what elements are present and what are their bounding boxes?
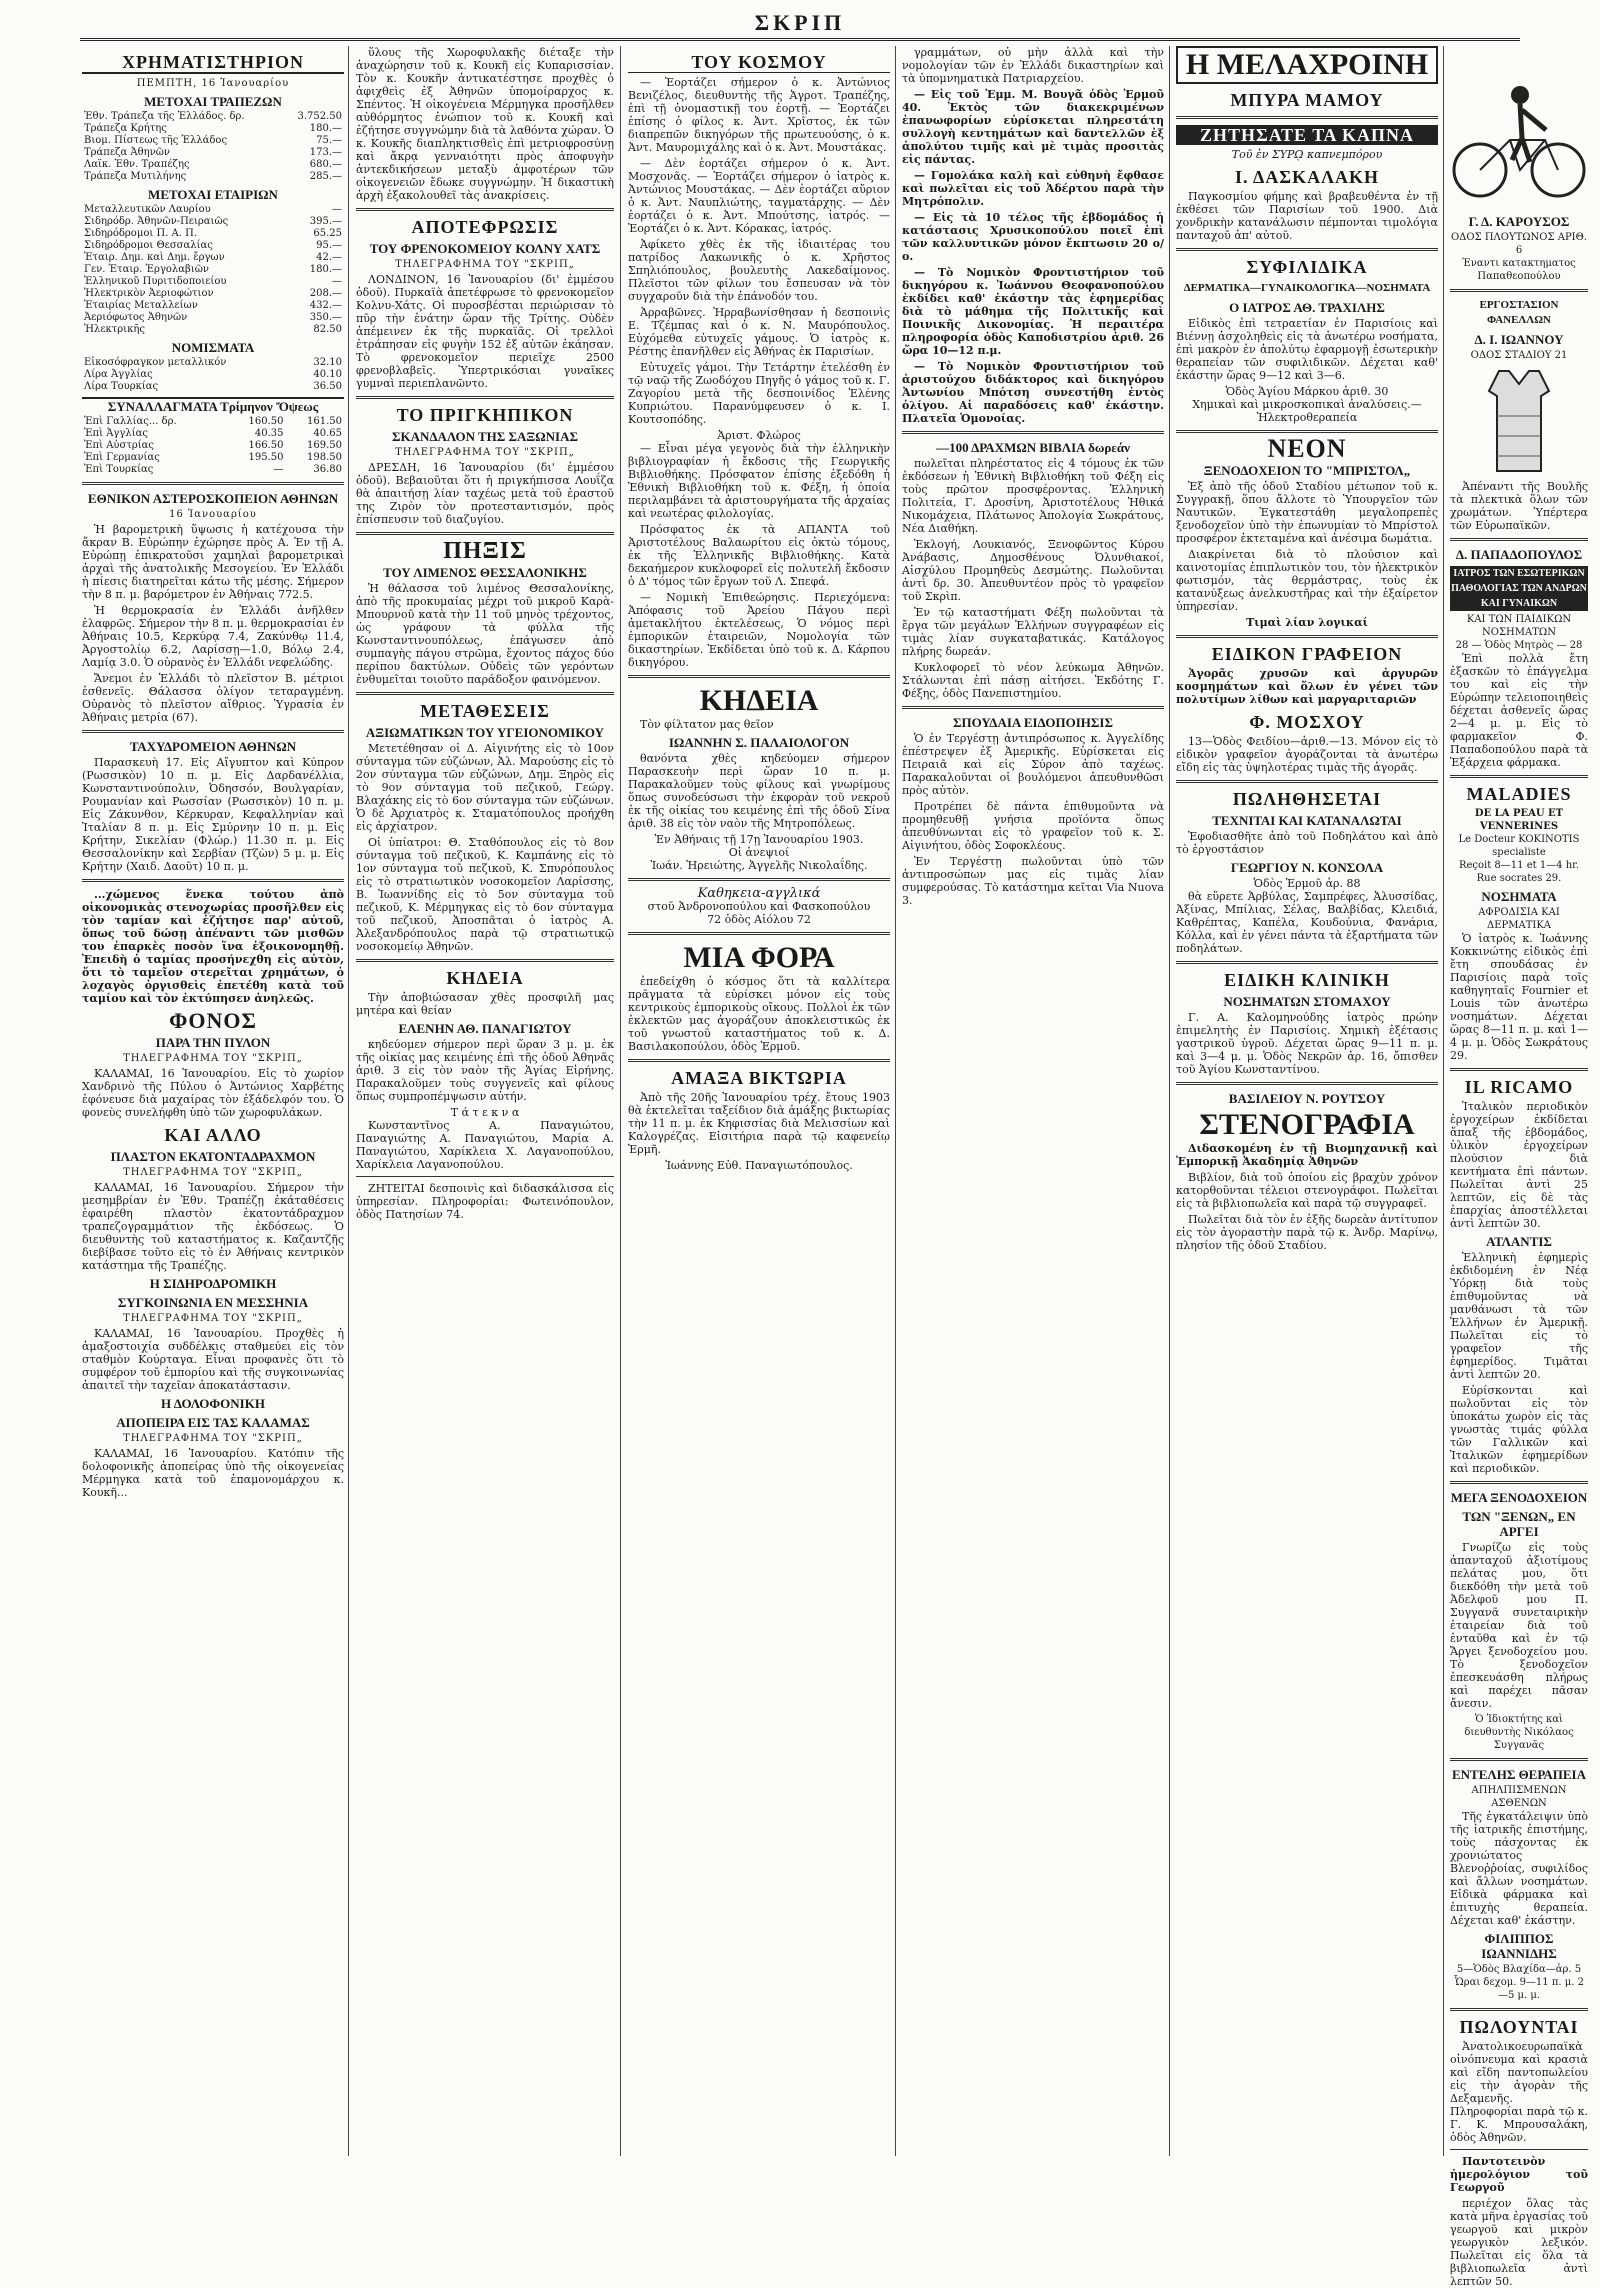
table-row: Σιδηρόδρομοι Π. Α. Π. 65.25 [84, 228, 342, 239]
telegram-label: ΤΗΛΕΓΡΑΦΗΜΑ ΤΟΥ "ΣΚΡΙΠ„ [395, 259, 575, 270]
article-text: — Γομολάκα καλὴ καὶ εὐθηνὴ ἔφθασε καὶ πωλεῖται εἰς τοῦ Ἀδέρτου παρὰ τὴν Μητρόπολιν. [902, 169, 1164, 208]
ad-line: ΟΔΟΣ ΠΛΟΥΤΩΝΟΣ ΑΡΙΘ. 6 [1450, 232, 1588, 256]
subheadline: ΠΛΑΣΤΟΝ ΕΚΑΤΟΝΤΑΔΡΑΧΜΟΝ [110, 1149, 316, 1164]
ad-title: ΕΙΔΙΚΗ ΚΛΙΝΙΚΗ [1224, 970, 1390, 990]
article-text: Ἐκλογή, Λουκιανός, Ξενοφῶντος Κύρου Ἀνάβασις, Δημοσθένους Ὀλυνθιακοί, Αἰσχύλου Προμηθεὺς Δεσμώτης. Πωλοῦνται ἀντὶ δρ. 30. Ἀπευθυντέον πρὸς τὸ γραφεῖον τοῦ Σκρὶπ. [902, 538, 1164, 603]
ad-subtitle: ΤΩΝ "ΞΕΝΩΝ„ ΕΝ ΑΡΓΕΙ [1462, 1509, 1576, 1539]
subheadline: ΑΞΙΩΜΑΤΙΚΩΝ ΤΟΥ ΥΓΕΙΟΝΟΜΙΚΟΥ [365, 725, 605, 740]
bicycle-icon [1450, 50, 1588, 210]
article-text: περιέχον ὅλας τὰς κατὰ μῆνα ἐργασίας τοῦ γεωργοῦ καὶ μικρὸν γεωργικὸν λεξικόν. Πωλεῖται εἰς ὅλα τὰ βιβλιοπωλεῖα ἀντὶ λεπτῶν 50. [1450, 2197, 1588, 2288]
article-text: γραμμάτων, οὐ μὴν ἀλλὰ καὶ τὴν νομολογίαν τῶν ἐν Ἑλλάδι δικαστηρίων καὶ τὰ ὑπομνηματικὰ Πατριαρχείου. [902, 46, 1164, 85]
article-text: Κωνσταντῖνος Α. Παναγιώτου, Παναγιώτης Α. Παναγιώτου, Μαρία Α. Παναγιώτου, Χαρίκλεια Χ. Λαγανοπούλου, Χαρίκλεια Λαγανοπούλου. [356, 1119, 614, 1171]
headline: ΤΟΥ ΚΟΣΜΟΥ [628, 52, 890, 73]
ad-title: ΠΩΛΟΥΝΤΑΙ [1459, 2017, 1579, 2037]
ad-line: Ὧραι δεχομ. 9—11 π. μ. 2—5 μ. μ. [1454, 1977, 1584, 2001]
table-row: Γεν. Ἐταιρ. Ἐργολαβιῶν 180.— [84, 264, 342, 275]
table-row: Σιδηρόδρομοι Θεσσαλίας 95.— [84, 240, 342, 251]
ad-line: Ὁδὸς Ἁγίου Μάρκου ἀριθ. 30 [1225, 385, 1389, 398]
ad-line: Καθηκεια-αγγλικά [697, 886, 821, 901]
ad-line: Ὁδὸς Ἑρμοῦ ἀρ. 88 [1253, 877, 1361, 890]
headline: Η ΔΟΛΟΦΟΝΙΚΗ [161, 1396, 265, 1411]
banks-table [82, 111, 344, 183]
ad-title: —100 ΔΡΑΧΜΩΝ ΒΙΒΛΙΑ δωρεάν [936, 440, 1130, 455]
article-text: ...χώμενος ἕνεκα τούτου ἀπὸ οἰκονομικὰς στενοχωρίας προσῆλθεν εἰς τὸν ταμίαν καὶ ἐζήτησε παρ' αὐτοῦ, ὅπως τοῦ δώσῃ ἀπέναντι τῶν μισθῶν του ἐπαρκὲς ποσὸν ἵνα ἐξοικονομηθῇ. Ἐπειδὴ ὁ ταμίας προσήνεχθη εἰς αὐτὸν, ὅτι τὸ ταμεῖον στερεῖται χρημάτων, ὁ λοχαγὸς ὀργισθεὶς ἐπετέθη κατὰ τοῦ ταμίου καὶ τὸν ἐκτύπησεν ἀνηλεῶς. [82, 888, 344, 1005]
article-text: Εἰδικὸς ἐπὶ τετραετίαν ἐν Παρισίοις καὶ Βιέννῃ ἀσχοληθεὶς εἰς τὰ ἀνωτέρω νοσήματα, ἐπὶ μακρὸν ἐν ἀπολύτῳ ἐφαρμογῇ ἐσωτερικὴν θεραπείαν τῶν συφιλιδικῶν. Δέχεται καθ' ἑκάστην ὥρας 9—12 καὶ 3—6. [1176, 317, 1438, 382]
ad-name: Δ. ΠΑΠΑΔΟΠΟΥΛΟΣ [1455, 547, 1583, 562]
ad-title: ΑΤΛΑΝΤΙΣ [1486, 1234, 1552, 1249]
article-text: Διακρίνεται διὰ τὸ πλούσιον καὶ καινοτομίας ἐπιπλωτικὸν του, τὸν ἠλεκτρικὸν φωτισμόν, τὰς θερμάστρας, τοὺς ἐκ κατανύξεως ἀνελκυστῆρας καὶ τὴν ἐξαίρετον ὑπηρεσίαν. [1176, 548, 1438, 613]
ad-title: ΣΥΦΙΛΙΔΙΚΑ [1246, 257, 1368, 277]
ad-subtitle: ΑΦΡΟΔΙΣΙΑ ΚΑΙ ΔΕΡΜΑΤΙΚΑ [1478, 907, 1560, 931]
currency-table [82, 357, 344, 393]
article-text: Τὸν φίλτατον μας θεῖον [640, 718, 774, 731]
table-row: Σιδηρόδρ. Ἀθηνῶν-Πειραιῶς 395.— [84, 216, 342, 227]
ad-title: ΜΙΑ ΦΟΡΑ [683, 941, 835, 974]
article-text: Ἐν Τεργέστῃ πωλοῦνται ὑπὸ τῶν ἀντιπροσώπων μας εἰς τιμὰς λίαν συμφερούσας. Τὸ κατάστημα κεῖται Via Nuova 3. [902, 855, 1164, 907]
ad-subtitle: ΜΠΥΡΑ ΜΑΜΟΥ [1230, 90, 1384, 110]
post-title: ΤΑΧΥΔΡΟΜΕΙΟΝ ΑΘΗΝΩΝ [129, 739, 297, 754]
article-text: Βιβλίον, διὰ τοῦ ὁποίου εἰς βραχὺν χρόνον κατορθοῦνται τέλειοι στενογράφοι. Πωλεῖται εἰς τὰ βιβλιοπωλεῖα καὶ παρὰ τῷ συγγραφεῖ. [1176, 1171, 1438, 1210]
article-text: — Τὸ Νομικὸν Φροντιστήριον τοῦ ἀριστούχου διδάκτορος καὶ δικηγόρου Ἀντωνίου Μπότση συνεστήθη ἐντὸς ὀλίγου. Αἱ παραδόσεις καθ' ἑκάστην. Πλατεῖα Ὁμονοίας. [902, 360, 1164, 425]
signature-names: Ἰωάν. Ἠρειώτης, Ἀγγελῆς Νικολαΐδης. [650, 859, 868, 872]
article-text: Ἀρραβῶνες. Ἠρραβωνίσθησαν ἡ δεσποινὶς Ε. Τζέμπας καὶ ὁ κ. Ν. Μαυρόπουλος. Εὐχόμεθα εὐτυχεῖς γάμους. Ὁ ἰατρὸς κ. Ρέστης ἐπανῆλθεν εἰς Ἀθήνας ἐκ Παρισίων. [628, 306, 890, 358]
column-rule [348, 46, 349, 2156]
ad-name: Φ. ΜΟΣΧΟΥ [1249, 712, 1365, 732]
ad-title: ΝΟΣΗΜΑΤΑ [1481, 889, 1557, 904]
table-row: Ἠλεκτρικὸν Ἀεριοφώτιον 208.— [84, 288, 342, 299]
ad-title: ΖΗΤΗΣΑΤΕ ΤΑ ΚΑΠΝΑ [1176, 125, 1438, 145]
headline: ΑΠΟΤΕΦΡΩΣΙΣ [411, 217, 559, 237]
article-text: Εὐτυχεῖς γάμοι. Τὴν Τετάρτην ἐτελέσθη ἐν τῷ ναῷ τῆς Ζωοδόχου Πηγῆς ὁ γάμος τοῦ κ. Γ. Ζαγορίου μετὰ τῆς δεσποινίδος Ἑλένης Κυπριώτου. Παρανύμφευσεν ὁ κ. Ι. Κουτσοπόδης. [628, 361, 890, 426]
subheadline: ΤΟΥ ΛΙΜΕΝΟΣ ΘΕΣΣΑΛΟΝΙΚΗΣ [383, 565, 587, 580]
ad-title: ΣΤΕΝΟΓΡΑΦΙΑ [1199, 1108, 1415, 1141]
article-text: ἐπεδείχθη ὁ κόσμος ὅτι τὰ καλλίτερα πρᾶγματα τὰ εὑρίσκει μόνον εἰς τοὺς κεντρικοὺς ἐμπορικοὺς οἴκους. Πολλοὶ ἐκ τῶν ἐκλεκτῶν μας ἀγοράζουν ἀποκλειστικῶς ἐκ τοῦ γνωστοῦ καταστήματος τοῦ κ. Δ. Βασιλακοπούλου, ὁδὸς Ἑρμοῦ. [628, 975, 890, 1053]
column-2 [356, 46, 614, 2156]
column-rule [1169, 46, 1170, 2156]
ad-subtitle: DE LA PEAU ET VENNERINES [1474, 808, 1564, 832]
ad-name: Ο ΙΑΤΡΟΣ ΑΘ. ΤΡΑΧΙΛΗΣ [1229, 300, 1385, 315]
ad-title: ΙΑΤΡΟΣ ΤΩΝ ΕΣΩΤΕΡΙΚΩΝ ΠΑΘΟΛΟΓΙΑΣ ΤΩΝ ΑΝΔΡΩΝ ΚΑΙ ΓΥΝΑΙΚΩΝ [1451, 568, 1587, 609]
article-text: Ὁ ἐν Τεργέστῃ ἀντιπρόσωπος κ. Ἀγγελίδης ἐπέστρεψεν ἐξ Ἀμερικῆς. Εὑρίσκεται εἰς Πειραιᾶ καὶ εἰς Σύρον ἀπὸ ταχέως. Παρακαλοῦνται οἱ βουλόμενοι ἀπευθυνθῶσι πρὸς αὐτὸν. [902, 732, 1164, 797]
signature: Ὁ Ἰδιοκτήτης καὶ διευθυντὴς Νικόλαος Συγγανᾶς [1464, 1714, 1574, 1751]
article-text: Ἀπὸ τῆς 20ῆς Ἰανουαρίου τρέχ. ἔτους 1903 θὰ ἐκτελεῖται ταξείδιον διὰ ἁμάξης βικτωρίας τὴν 11 π. μ. ἐκ Κηφισσίας διὰ Μελισσίων καὶ Καλογρέζας. Εἰσιτήρια παρὰ τῷ καφενείῳ Ἑρμῆ. [628, 1091, 890, 1156]
companies-table [82, 204, 344, 336]
article-text: — Εἰς τὰ 10 τέλος τῆς ἐβδομάδος ἡ κατάστασις Χρυσικοπούλου ποιεῖ ἐπὶ τῶν καλλυντικῶν μόνον ἔκπτωσιν 20 ο/ο. [902, 211, 1164, 263]
fx-title: ΣΥΝΑΛΛΑΓΜΑΤΑ Τρίμηνον Ὄψεως [82, 397, 344, 414]
ad-title: ΕΝΤΕΛΗΣ ΘΕΡΑΠΕΙΑ [1451, 1767, 1586, 1782]
article-text: θὰ εὕρετε Ἀρβύλας, Σαμπρέφες, Ἀλυσσίδας, Ἀξίνας, Μπίλιας, Σέλας, Βαλβίδας, Κλειδιά, Καθρέπτας, Καπέλα, Κουδούνια, Φανάρια, Κόλλα, καὶ ἐν γένει πάντα τὰ ἐξαρτήματα τῶν ποδηλάτων. [1176, 890, 1438, 955]
ad-line: Τοῦ ἐν ΣΥΡῼ καπνεμπόρου [1231, 148, 1383, 161]
article-text: κηδεύομεν σήμερον περὶ ὥραν 3 μ. μ. ἐκ τῆς οἰκίας μας κειμένης ἐπὶ τῆς ὁδοῦ Ἀθηνᾶς ἀριθ. 3 εἰς τὸν ναὸν τῆς Ἁγίας Εἰρήνης. Παρακαλοῦμεν τοὺς συγγενεῖς καὶ φίλους ὅπως συμπροπέμψωσιν αὐτήν. [356, 1038, 614, 1103]
ad-subtitle: ΞΕΝΟΔΟΧΕΙΟΝ ΤΟ "ΜΠΡΙΣΤΟΛ„ [1203, 463, 1411, 478]
column-4 [902, 46, 1164, 2156]
fx-table [82, 416, 344, 476]
deceased-name: ΙΩΑΝΝΗΝ Σ. ΠΑΛΑΙΟΛΟΓΟΝ [668, 735, 850, 750]
table-row: Λαϊκ. Ἐθν. Τραπέζης 680.— [84, 159, 342, 170]
table-row: Ἐπὶ Γερμανίας 195.50 198.50 [84, 452, 342, 463]
table-row: Ἠλεκτρικῆς 82.50 [84, 324, 342, 335]
ad-name: Δ. Ι. ΙΩΑΝΝΟΥ [1474, 332, 1564, 347]
telegram-label: ΤΗΛΕΓΡΑΦΗΜΑ ΤΟΥ "ΣΚΡΙΠ„ [123, 1167, 303, 1178]
observatory-date: 16 Ἰανουαρίου [169, 509, 257, 520]
column-rule [620, 46, 621, 2156]
table-row: Ἐπὶ Γαλλίας... δρ. 160.50 161.50 [84, 416, 342, 427]
ad-title: ΕΡΓΟΣΤΑΣΙΟΝ ΦΑΝΕΛΛΩΝ [1479, 299, 1559, 326]
ad-title: ΕΙΔΙΚΟΝ ΓΡΑΦΕΙΟΝ [1211, 644, 1403, 664]
signature: Οἱ ἀνεψιοί [728, 846, 790, 859]
signature: Ἀριστ. Φλώρος [717, 429, 801, 442]
table-row: Ἐπὶ Αὐστρίας 166.50 169.50 [84, 440, 342, 451]
article-text: Ἡ θάλασσα τοῦ λιμένος Θεσσαλονίκης, ἀπὸ τῆς προκυμαίας μέχρι τοῦ μικροῦ Καρὰ-Μπουρνοῦ κατὰ τὴν 11 τοῦ μηνὸς τρέχοντος, ὡς γράφουν τὰ φύλλα τῆς Κωνσταντινουπόλεως, ἐπάγωσεν ἀπὸ συμπαγὴς πάγου στρῶμα, ἔχοντος πάχος δύο περίπου δακτύλων. Οὐδεὶς τῶν γερόντων ἐνθυμεῖται τοιοῦτο παράδοξον φαινόμενον. [356, 582, 614, 686]
ad-title: ΠΩΛΗΘΗΣΕΤΑΙ [1232, 789, 1382, 809]
article-text: Ἑλληνικὴ ἐφημερὶς ἐκδιδομένη ἐν Νέᾳ Ὑόρκῃ διὰ τοὺς ἐπιθυμοῦντας νὰ μανθάνωσι τὰ τῶν Ἑλλήνων ἐν Ἀμερικῇ. Πωλεῖται εἰς τὸ γραφεῖον τῆς ἐφημερίδος. Τιμᾶται ἀντὶ λεπτῶν 20. [1450, 1251, 1588, 1381]
article-text: Παντοτεινὸν ἡμερολόγιον τοῦ Γεωργοῦ [1450, 2155, 1588, 2194]
article-text: ΛΟΝΔΙΝΟΝ, 16 Ἰανουαρίου (δι' ἐμμέσου ὁδοῦ). Πυρκαϊὰ ἀπετέφρωσε τὸ φρενοκομεῖον Κολνυ-Χάτς. Οἱ πυροσβέσται περιώρισαν τὸ πῦρ τὴν ἑνάτην ὥραν τῆς Τρίτης. Οὐδὲν ἀπέμεινεν ἐκ τῆς πυρκαϊᾶς. Οἱ τρελλοὶ ἐτράπησαν εἰς φυγὴν 152 ἐξ αὐτῶν ἐκάησαν. Τὸ φρενοκομεῖον περιεῖχε 2500 φρενοβλαβεῖς. Ὑπερτρικόσιαι γυναῖκες γυμναὶ περιεπλανῶντο. [356, 273, 614, 390]
masthead-title: ΣΚΡΙΠ [754, 10, 846, 35]
article-text: Γνωρίζω εἰς τοὺς ἀπανταχοῦ ἀξιοτίμους πελάτας μου, ὅτι διεκδόθη τὴν μετὰ τοῦ Ἀδελφοῦ μου Π. Συγγανᾶ συνεταιρικὴν ἑταιρείαν διὰ τοῦ ἐνταῦθα καὶ ἐν τῷ Ἄργει ξενοδοχείου μου. Τὸ ξενοδοχεῖον ἐπεσκευάσθη πλήρως καὶ παρέχει πᾶσαν ἄνεσιν. [1450, 1541, 1588, 1710]
ad-line: Τιμαὶ λίαν λογικαί [1246, 616, 1368, 629]
column-6 [1450, 46, 1588, 2288]
article-text: Προτρέπει δὲ πάντα ἐπιθυμοῦντα νὰ προμηθευθῇ γνήσια προϊόντα ὅπως ἀπευθύνωνται εἰς τὸ γραφεῖον τοῦ κ. Σ. Αἰγινήτου, ὁδὸς Σοφοκλέους. [902, 800, 1164, 852]
article-text: Γ. Α. Καλομηνούδης ἰατρὸς πρώην ἐπιμελητὴς ἐν Παρισίοις. Χημικὴ ἐξέτασις γαστρικοῦ ὑγροῦ. Δέχεται ὥρας 9—11 π. μ. καὶ 3—4 μ. μ. Ὁδὸς Νεκρῶν ἀρ. 16, ὄπισθεν τοῦ Ἁγίου Κωνσταντίνου. [1176, 1011, 1438, 1076]
article-text: — Τὸ Νομικὸν Φροντιστήριον τοῦ δικηγόρου κ. Ἰωάννου Θεοφανοπούλου ἐκδίδει καθ' ἑκάστην τὰς ἐφημερίδας διὰ τὸ μάθημα τῆς Πολιτικῆς καὶ Ποινικῆς Δικονομίας. Ἡ περαιτέρα πληροφορία ὁδὸς Καποδιστρίου ἀριθ. 26 ὥρα 10—12 π.μ. [902, 266, 1164, 357]
article-text: Παγκοσμίου φήμης καὶ βραβευθέντα ἐν τῇ ἐκθέσει τῶν Παρισίων τοῦ 1900. Διὰ χονδρικὴν κατανάλωσιν πέμπονται τιμολόγια πανταχοῦ ἀπ' αὐτοῦ. [1176, 190, 1438, 242]
ad-name: Γ. Δ. ΚΑΡΟΥΣΟΣ [1468, 214, 1570, 229]
ad-subtitle: ΝΟΣΗΜΑΤΩΝ ΣΤΟΜΑΧΟΥ [1223, 994, 1391, 1009]
table-row: Τράπεζα Μυτιλήνης 285.— [84, 171, 342, 182]
headline: ΦΟΝΟΣ [169, 1008, 257, 1033]
article-text: ὕλους τῆς Χωροφυλακῆς διέταξε τὴν ἀναχώρησιν τοῦ κ. Κουκῆ εἰς Κυπαρισσίαν. Τὸν κ. Κουκῆν ἀντικατέστησε προχθὲς ὁ ἀφιχθεὶς ἐξ Ἀθηνῶν ὑπομοίραρχος κ. Σπέντος. Ἡ οἰκογένεια Μέρμηγκα προσῆλθεν αὐθόρμητος ἐνώπιον τοῦ κ. Κουκῆ καὶ ἐζήτησε συγγνώμην διὰ τὰ λαθόντα χώραν. Ὁ κ. Κουκῆς διαπληκτισθεὶς ἐπὶ μετριοφροσύνῃ καὶ ἄκρᾳ γενναιότητι πρὸς ἀποφυγὴν ἀντεκδικήσεων μεταξὺ ἀμφοτέρων τῶν οἰκογενειῶν ἔδωκε συγγνώμην. Ἡ δικαστικὴ ἀρχὴ ἐξακολουθεῖ τὰς ἀνακρίσεις. [356, 46, 614, 202]
article-text: — Δὲν ἑορτάζει σήμερον ὁ κ. Ἀντ. Μοσχονᾶς. — Ἑορτάζει σήμερον ὁ ἰατρὸς κ. Ἀντώνιος Μουστάκας. — Δὲν ἑορτάζει αὔριον ὁ κ. Ἀντ. Ναυπλιώτης, ταγματάρχης. — Δὲν ἑορτάζει ὁ κ. Ἀντ. Μπούτσης, ἰατρός. — Ἑορτάζει ὁ κ. Ἀντ. Κόρακας, ἰατρός. [628, 157, 890, 235]
article-text: Ἀφίκετο χθὲς ἐκ τῆς ἰδιαιτέρας του πατρίδος Λακωνικῆς ὁ κ. Χρῆστος Σπηλιόπουλος, βουλευτὴς Λακεδαίμονος. Πλεῖστοι τῶν φίλων του ἔσπευσαν νὰ τὸν συγχαροῦν διὰ τὴν ἐπάνοδόν του. [628, 238, 890, 303]
table-row: Λίρα Τουρκίας 36.50 [84, 381, 342, 392]
article-text: Εὑρίσκονται καὶ πωλοῦνται εἰς τὸν ὑποκάτω χωρὸν εἰς τὰς γνωστὰς τιμάς φύλλα τῶν Γαλλικῶν καὶ Ἰταλικῶν ἐφημερίδων καὶ περιοδικῶν. [1450, 1384, 1588, 1475]
ad-title: Η ΜΕΛΑΧΡΟΙΝΗ [1176, 46, 1438, 84]
article-text: θανόντα χθὲς κηδεύομεν σήμερον Παρασκευὴν περὶ ὥραν 10 π. μ. Παρακαλοῦμεν τοὺς φίλους καὶ γνωρίμους ὅπως συνοδεύσωσι τὴν ἐκφορὰν τοῦ νεκροῦ ἐκ τῆς οἰκίας του κειμένης ἐπὶ τῆς ὁδοῦ Σίνα ἀριθ. 38 εἰς τὸν ναὸν τῆς Μητροπόλεως. [628, 752, 890, 830]
headline: ΚΗΔΕΙΑ [446, 968, 524, 988]
article-text: ΚΑΛΑΜΑΙ, 16 Ἰανουαρίου. Κατόπιν τῆς δολοφονικῆς ἀποπείρας ὑπὸ τῆς οἰκογενείας Μέρμηγκα κατὰ τοῦ ἐπαμονομάρχου κ. Κουκῆ... [82, 1447, 344, 1499]
companies-title: ΜΕΤΟΧΑΙ ΕΤΑΙΡΙΩΝ [148, 187, 278, 202]
undershirt-illustration [1479, 366, 1559, 476]
ad-title: ΝΕΟΝ [1267, 434, 1347, 463]
telegram-label: ΤΗΛΕΓΡΑΦΗΜΑ ΤΟΥ "ΣΚΡΙΠ„ [123, 1053, 303, 1064]
ad-subtitle: ΑΠΗΛΠΙΣΜΕΝΩΝ ΑΣΘΕΝΩΝ [1471, 1785, 1567, 1809]
column-5 [1176, 46, 1438, 2156]
article-text: — Νομικὴ Ἐπιθεώρησις. Περιεχόμενα: Ἀπόφασις τοῦ Ἀρείου Πάγου περὶ ἀμετακλήτου ἐκτελέσεως, Ὁ νόμος περὶ ἐμπορικῶν ἑταιρειῶν, Νομολογία τῶν δικαστηρίων. Ἐκδίδεται ὑπὸ τοῦ κ. Δ. Κάρπου δικηγόρου. [628, 591, 890, 669]
article-text: Ἰταλικὸν περιοδικὸν ἐργοχείρων ἐκδίδεται ἅπαξ τῆς ἑβδομάδος, ὑλικὸν ἐργοχείρων πλούσιον διὰ κεντήματα ἐπὶ πάντων. Πωλεῖται ἀντὶ 25 λεπτῶν, εἰς δὲ τὰς ἐπαρχίας ἀποστέλλεται ἀντὶ λεπτῶν 30. [1450, 1100, 1588, 1230]
ad-line: Ἐναντι κατακτηματος Παπαθεοπούλου [1462, 258, 1576, 282]
ad-title: ΑΜΑΞΑ ΒΙΚΤΩΡΙΑ [671, 1068, 847, 1088]
ad-line: Le Docteur KOKINOTIS specialiste [1458, 834, 1580, 858]
table-row: Λίρα Ἀγγλίας 40.10 [84, 369, 342, 380]
ad-line: στοῦ Ἀνδρονοπούλου καὶ Φασκοπούλου [647, 900, 871, 913]
currency-title: ΝΟΜΙΣΜΑΤΑ [171, 340, 255, 355]
funeral-title: ΚΗΔΕΙΑ [699, 684, 819, 717]
classified-text: ΖΗΤΕΙΤΑΙ δεσποινὶς καὶ διδασκάλισσα εἰς ὑπηρεσίαν. Πληροφορίαι: Φωτεινόπουλον, ὁδὸς Πατησίων 74. [356, 1182, 614, 1221]
article-text: — Εἰς τοῦ Ἐμμ. Μ. Βουγᾶ ὁδὸς Ἑρμοῦ 40. Ἐκτὸς τῶν διακεκριμένων ἐπανωφορίων εὑρίσκεται πληρεστάτη συλλογὴ κεντημάτων καὶ δαντελλῶν ἐξ ἀπολύτου τιμῆς καὶ μὲ τιμὰς προσιτὰς εἰς πάντας. [902, 88, 1164, 166]
table-row: Τράπεζα Κρήτης 180.— [84, 123, 342, 134]
article-text: Ἀγορᾶς χρυσῶν καὶ ἀργυρῶν κοσμημάτων καὶ ὅλων ἐν γένει τῶν πολυτίμων λίθων καὶ μαργαριταριῶν [1176, 667, 1438, 706]
telegram-label: ΤΗΛΕΓΡΑΦΗΜΑ ΤΟΥ "ΣΚΡΙΠ„ [395, 447, 575, 458]
article-text: ΚΑΛΑΜΑΙ, 16 Ἰανουαρίου. Εἰς τὸ χωρίον Χανδρινὸ τῆς Πύλου ὁ Ἀντώνιος Χαρβέτης ἐφόνευσε διὰ μαχαίρας τὸν ἐξάδελφόν του. Ὁ φονεὺς συνελήφθη ὑπὸ τῶν χωροφυλάκων. [82, 1067, 344, 1119]
article-text: Πρόσφατος ἐκ τὰ ΑΠΑΝΤΑ τοῦ Ἀριστοτέλους Βαλαωρίτου εἰς ὀκτὼ τόμους, ἐκ τῆς Ἑλληνικῆς Βιβλιοθήκης. Κατὰ δεκαήμερον κυκλοφορεῖ εἰς πολυτελῆ ἔκδοσιν ὁ Δ' τόμος τῶν ἔργων τοῦ Λ. Σπεφά. [628, 523, 890, 588]
table-row: Ἐταιρ. Δημ. καὶ Δημ. ἔργων 42.— [84, 252, 342, 263]
ad-line: ΟΔΟΣ ΣΤΑΔΙΟΥ 21 [1470, 350, 1568, 361]
article-text: Διδασκομένη ἐν τῇ Βιομηχανικῇ καὶ Ἐμπορικῇ Ἀκαδημίᾳ Ἀθηνῶν [1176, 1142, 1438, 1168]
article-text: Ἐπὶ πολλὰ ἔτη ἐξασκῶν τὸ ἐπάγγελμα του καὶ εἰς τὴν Εὐρώπην τελειοποιηθεὶς δέχεται ἀσθενεῖς ὥρας 2—4 μ. μ. Εἰς τὸ φαρμακεῖον Φ. Παπαδοπούλου παρὰ τὰ Ἐξάρχεια φάρμακα. [1450, 652, 1588, 769]
article-text: — Ἑορτάζει σήμερον ὁ κ. Ἀντώνιος Βενιζέλος, διευθυντὴς τῆς Ἀγροτ. Τραπέζης, ἐπὶ τῇ ὀνομαστικῇ του ἑορτῇ. — Ἑορτάζει ἐπίσης ὁ φίλος κ. Ἀντ. Χρῖστος, ἐκ τῶν διαπρεπῶν δικηγόρων τῆς πρωτευούσης, ὁ κ. Ἀντ. Μαυρομιχάλης καὶ ὁ κ. Ἀντ. Μουστάκας. [628, 76, 890, 154]
banks-title: ΜΕΤΟΧΑΙ ΤΡΑΠΕΖΩΝ [144, 94, 282, 109]
ad-subtitle: ΔΕΡΜΑΤΙΚΑ—ΓΥΝΑΙΚΟΛΟΓΙΚΑ—ΝΟΣΗΜΑΤΑ [1183, 282, 1431, 294]
exchange-title: ΧΡΗΜΑΤΙΣΤΗΡΙΟΝ [82, 52, 344, 74]
bicycle-illustration [1450, 50, 1588, 210]
headline: ΣΠΟΥΔΑΙΑ ΕΙΔΟΠΟΙΗΣΙΣ [953, 715, 1113, 730]
telegram-label: ΤΗΛΕΓΡΑΦΗΜΑ ΤΟΥ "ΣΚΡΙΠ„ [123, 1433, 303, 1444]
article-text: — Εἶναι μέγα γεγονὸς διὰ τὴν ἑλληνικὴν βιβλιογραφίαν ἡ ἔκδοσις τῆς Γεωργικῆς Βιβλιοθήκης. Πρόσφατον ἐπίσης ἐξεδόθη ἡ Ἐθνικὴ Βιβλιοθήκη τοῦ κ. Φέξη, ἡ ὁποία περιλαμβάνει τὰ ἀριστουργήματα τῆς ἀρχαίας καὶ νεωτέρας φιλολογίας. [628, 442, 890, 520]
table-row: Ἐθν. Τράπεζα τῆς Ἑλλάδος. δρ. 3.752.50 [84, 111, 342, 122]
article-text: Ἀνατολικοευρωπαϊκὰ οἰνόπνευμα καὶ κρασιὰ καὶ εἴδη παντοπωλείου εἰς τὴν ἀγορὰν τῆς Δεξαμενῆς. Πληροφορίαι παρὰ τῷ κ. Γ. Κ. Μπρουσαλάκη, ὁδὸς Ἀθηνῶν. [1450, 2040, 1588, 2144]
ad-title: ΜΕΓΑ ΞΕΝΟΔΟΧΕΙΟΝ [1450, 1490, 1588, 1505]
article-text: Οἱ ὑπίατροι: Θ. Σταθόπουλος εἰς τὸ 8ον σύνταγμα τοῦ πεζικοῦ, Κ. Καμπάνης εἰς τὸ 1ον σύνταγμα τοῦ πεζικοῦ, Κ. Σπυρόπουλος εἰς τὸ στρατιωτικὸν νοσοκομεῖον Λαρίσσης, Β. Ἰωαννίδης εἰς τὸ 5ον σύνταγμα τοῦ πεζικοῦ, Κ. Μέρμηγκας εἰς τὸ 6ον σύνταγμα τοῦ πεζικοῦ, Ἀποσπᾶται ὁ ἰατρὸς Α. Ἀλεξανδρόπουλος παρὰ τῷ στρατιωτικῷ νοσοκομείῳ Ἀθηνῶν. [356, 836, 614, 953]
ad-name: ΒΑΣΙΛΕΙΟΥ Ν. ΡΟΥΤΣΟΥ [1228, 1091, 1386, 1106]
exchange-date: ΠΕΜΠΤΗ, 16 Ἰανουαρίου [136, 78, 290, 89]
table-row: Ἐπὶ Τουρκίας — 36.80 [84, 464, 342, 475]
ad-line: ΚΑΙ ΤΩΝ ΠΑΙΔΙΚΩΝ ΝΟΣΗΜΑΤΩΝ [1466, 614, 1572, 638]
ad-line: Reçoit 8—11 et 1—4 hr. Rue socrates 29. [1458, 860, 1580, 884]
table-row: Βιομ. Πίστεως τῆς Ἑλλάδος 75.— [84, 135, 342, 146]
table-row: Ἑλληνικοῦ Πυριτιδοποιείου — [84, 276, 342, 287]
article-text: 13—Ὁδὸς Φειδίου—ἀριθ.—13. Μόνον εἰς τὸ εἰδικὸν γραφεῖον ἀγοράζονται τὰ ἀνωτέρω εἴδη εἰς τὰς ὑψηλοτέρας τιμὰς τῆς ἀγορᾶς. [1176, 735, 1438, 774]
headline: ΤΟ ΠΡΙΓΚΗΠΙΚΟΝ [396, 405, 574, 425]
article-text: Μετετέθησαν οἱ Δ. Αἰγινήτης εἰς τὸ 10ον σύνταγμα τῶν εὐζώνων, Ἀλ. Μαρούσης εἰς τὸ 2ον σύνταγμα τῶν εὐζώνων, Δημ. Ξηρὸς εἰς τὸ 9ον σύνταγμα τοῦ πεζικοῦ, Γεώργ. Βλαχάκης εἰς τὸ 6ον σύνταγμα τῶν εὐζώνων. Ὁ δὲ Ἀρχιατρὸς κ. Σταματόπουλος προήχθη εἰς ἀρχίατρον. [356, 742, 614, 833]
subheadline: ΣΚΑΝΔΑΛΟΝ ΤΗΣ ΣΑΞΩΝΙΑΣ [392, 429, 578, 444]
headline: ΜΕΤΑΘΕΣΕΙΣ [420, 701, 550, 721]
table-row: Μεταλλευτικῶν Λαυρίου — [84, 204, 342, 215]
undershirt-icon [1479, 366, 1559, 476]
deceased-name: ΕΛΕΝΗΝ ΑΘ. ΠΑΝΑΓΙΩΤΟΥ [398, 1021, 572, 1036]
observatory-title: ΕΘΝΙΚΟΝ ΑΣΤΕΡΟΣΚΟΠΕΙΟΝ ΑΘΗΝΩΝ [87, 491, 339, 506]
article-text: Τῆς ἐγκατάλειψιν ὑπὸ τῆς ἰατρικῆς ἐπιστήμης, τοὺς πάσχοντας ἐκ χρονιώτατος Βλενοῤῥοίας, συφιλίδος καὶ ἄλλων νοσημάτων. Εἰδικὰ φάρμακα καὶ ἐπιτυχὴς θεραπεία. Δέχεται καθ' ἑκάστην. [1450, 1810, 1588, 1927]
article-text: Ἐν τῷ καταστήματι Φέξη πωλοῦνται τὰ ἔργα τῶν μεγάλων Ἑλλήνων συγγραφέων εἰς τιμὰς λίαν συγκαταβατικάς. Κατάλογος πλήρης δωρεάν. [902, 606, 1164, 658]
table-row: Τράπεζα Ἀθηνῶν 173.— [84, 147, 342, 158]
signature: Τ ά τ ε κ ν α [450, 1106, 520, 1119]
column-rule [1443, 46, 1444, 2156]
ad-name: Ι. ΔΑΣΚΑΛΑΚΗ [1235, 167, 1379, 187]
article-text: Τὴν ἀποβιώσασαν χθὲς προσφιλῆ μας μητέρα καὶ θείαν [356, 991, 614, 1017]
table-row: Ἐταιρίας Μεταλλείων 432.— [84, 300, 342, 311]
subheadline: ΣΥΓΚΟΙΝΩΝΙΑ ΕΝ ΜΕΣΣΗΝΙΑ [117, 1295, 309, 1310]
article-text: ΚΑΛΑΜΑΙ, 16 Ἰανουαρίου. Σήμερον τὴν μεσημβρίαν ἐν Ἐθν. Τραπέζῃ ἐκάταθέσεις ἐφαιρέθη πλαστὸν ἑκατοντάδραχμον τραπεζογραμμάτιον τῆς ἐκδόσεως. Ὁ διευθυντὴς τοῦ καταστήματος κ. Καζαντζῆς διεβίβασε τοῦτο εἰς τὸ ἐν Ἀθήναις κεντρικὸν κατάστημα τῆς Τραπέζης. [82, 1181, 344, 1272]
telegram-label: ΤΗΛΕΓΡΑΦΗΜΑ ΤΟΥ "ΣΚΡΙΠ„ [123, 1313, 303, 1324]
article-text: ΔΡΕΣΔΗ, 16 Ἰανουαρίου (δι' ἐμμέσου ὁδοῦ). Βεβαιοῦται ὅτι ἡ πριγκήπισσα Λουΐζα θὰ ἀπαιτήσῃ λίαν ταχέως μετὰ τοῦ ἐραστοῦ της Ζιρὸν τὸν προτεσταντισμόν, πρὸς ἐπίσπευσιν τοῦ διαζυγίου. [356, 461, 614, 526]
observatory-text: Ἡ βαρομετρικὴ ὕψωσις ἡ κατέχουσα τὴν ἄκραν Β. Εὐρώπην ἐχώρησε πρὸς Α. Ἐν τῇ Α. Εὐρώπῃ ἐπικρατοῦσι χαμηλαὶ βαρομετρικαὶ ἀρχαὶ τῆς ἀνατολικῆς Μεσογείου. Ἐν Ἑλλάδι ἡ πίεσις διατηρεῖται κάτω τῆς μέσης. Σήμερον τὴν 8 π. μ. βαρόμετρον ἐν Ἀθήναις 772.5. [82, 523, 344, 601]
headline: ΚΑΙ ΑΛΛΟ [164, 1125, 262, 1145]
headline: ΠΗΞΙΣ [443, 538, 527, 564]
subheadline: ΠΑΡΑ ΤΗΝ ΠΥΛΟΝ [155, 1035, 271, 1050]
article-text: ΚΑΛΑΜΑΙ, 16 Ἰανουαρίου. Προχθὲς ἡ ἁμαξοστοιχία συδδέλκις σταθμεύει εἰς τὸν σταθμὸν Κούρταγα. Εἶναι προφανὲς ὅτι τὸ συμφέρον τοῦ ἐμπορίου καὶ τῆς συγκοινωνίας ἀπαιτεῖ τὴν ταχεῖαν ἀποκατάστασιν. [82, 1327, 344, 1392]
ad-line: Χημικαὶ καὶ μικροσκοπικαὶ ἀναλύσεις.—Ἠλεκτροθεραπεία [1192, 398, 1422, 424]
article-text: Ἐξ ἀπὸ τῆς ὁδοῦ Σταδίου μέτωπον τοῦ κ. Συγγρακῇ, ὅπου ἄλλοτε τὸ Ὑπουργεῖον τῶν Ναυτικῶν. Ἐγκατεστάθη μεγαλοπρεπὲς ξενοδοχεῖον ὑπὸ τὴν ἐπωνυμίαν τὸ Μπρίστολ προσφέρον ἐκτεταμένα καὶ ἀνέσιμα δωμάτια. [1176, 480, 1438, 545]
post-text: Παρασκευὴ 17. Εἰς Αἴγυπτον καὶ Κύπρον (Ρωσσικὸν) 10 π. μ. Εἰς Δαρδανέλλια, Κωνσταντινούπολιν, Ὀδησσόν, Βουλγαρίαν, Ρουμανίαν καὶ Ρωσσίαν (Ρωσσικὸν) 10 π. μ. Εἰς Ζάκυνθον, Κέρκυραν, Κεφαλληνίαν καὶ Ἰταλίαν 8 π. μ. Εἰς Σμύρνην 10 π. μ. Εἰς Κρήτην, Σικελίαν (Φλώρ.) 11.30 π. μ. Εἰς Θεσσαλονίκην καὶ Σερβίαν (Τζὼν) 5 μ. μ. Εἰς Κρήτην (Χαιδ. Δαοῦτ) 10 π. μ. [82, 756, 344, 873]
column-rule [895, 46, 896, 2156]
subheadline: ΤΟΥ ΦΡΕΝΟΚΟΜΕΙΟΥ ΚΟΛΝΥ ΧΑΤΣ [369, 241, 601, 256]
article-text: Κυκλοφορεῖ τὸ νέον λεύκωμα Ἀθηνῶν. Στάλωνται ἐπὶ πάσῃ αἰτήσει. Ἐκδότης Γ. Φέξης, ὁδὸς Πανεπιστημίου. [902, 661, 1164, 700]
ad-line: 28 — Ὁδὸς Μητρὸς — 28 [1455, 640, 1583, 651]
ad-name: ΓΕΩΡΓΙΟΥ Ν. ΚΟΝΣΟΛΑ [1230, 860, 1384, 875]
subheadline: ΑΠΟΠΕΙΡΑ ΕΙΣ ΤΑΣ ΚΑΛΑΜΑΣ [116, 1415, 310, 1430]
column-3 [628, 46, 890, 2156]
article-text: Πωλεῖται διὰ τὸν ἐν ἑξῆς δωρεὰν ἀντίτυπον εἰς τὸν ἀγοραστὴν παρὰ τῷ κ. Ἀνδρ. Μαρίνῳ, πλησίον τῆς ὁδοῦ Σταδίου. [1176, 1213, 1438, 1252]
headline: Η ΣΙΔΗΡΟΔΡΟΜΙΚΗ [149, 1276, 277, 1291]
observatory-text: Ἄνεμοι ἐν Ἑλλάδι τὸ πλεῖστον Β. μέτριοι ἐσθενεῖς. Θάλασσα ὀλίγον τεταραγμένη. Οὐρανὸς τὸ πλεῖστον αἴθριος. Ὑγρασία ἐν Ἀθήναις μετρία (67). [82, 672, 344, 724]
funeral-date: Ἐν Ἀθήναις τῇ 17ῃ Ἰανουαρίου 1903. [654, 833, 864, 846]
observatory-text: Ἡ θερμοκρασία ἐν Ἑλλάδι ἀνῆλθεν ἐλαφρῶς. Σήμερον τὴν 8 π. μ. θερμοκρασίαι ἐν Ἀθήναις 10.5, Κερκύρᾳ 7.4, Ζακύνθῳ 11.4, Ἀργοστολίῳ 6.2, Λαρίσσῃ—1.0, Βόλῳ 2.4, Λαμίᾳ 3.0. Ὁ οὐρανὸς ἐν Ἑλλάδι νεφελώδης. [82, 604, 344, 669]
signature: Ἰωάννης Εὐθ. Παναγιωτόπουλος. [665, 1159, 853, 1172]
article-text: Ὁ ἰατρὸς κ. Ἰωάννης Κοκκινώτης εἰδικὸς ἐπὶ ἔτη σπουδάσας ἐν Παρισίοις παρὰ τοῖς καθηγηταῖς Fournier et Louis τῶν ἀνωτέρω νοσημάτων. Δέχεται ὥρας 8—11 π. μ. καὶ 1—4 μ. μ. Ὁδὸς Σωκράτους 29. [1450, 932, 1588, 1062]
table-row: Εἰκοσόφραγκον μεταλλικόν 32.10 [84, 357, 342, 368]
table-row: Ἀεριόφωτος Ἀθηνῶν 350.— [84, 312, 342, 323]
article-text: Ἐφοδιασθῆτε ἀπὸ τοῦ Ποδηλάτου καὶ ἀπὸ τὸ ἐργοστάσιον [1176, 830, 1438, 856]
column-1 [82, 46, 344, 2156]
article-text: πωλεῖται πληρέστατος εἰς 4 τόμους ἐκ τῶν ἐκδόσεων ἡ Ἐθνικὴ Βιβλιοθήκη τοῦ Φέξη εἰς τοὺς πρῶτον προσφέροντας. Ἑλληνικὴ Πολιτεία, Γ. Δροσίνη, Ἀριστοτέλους Ἠθικά Νικομάχεια, Πλάτωνος Ἀπολογία Σωκράτους, Νέα Διαθήκη. [902, 457, 1164, 535]
ad-line: 5—Ὁδὸς Βλαχίδα—ἀρ. 5 [1456, 1964, 1582, 1975]
article-text: Ἀπέναντι τῆς Βουλῆς τὰ πλεκτικὰ ὅλων τῶν χρωμάτων. Ὑπέρτερα τῶν Εὐρωπαϊκῶν. [1450, 480, 1588, 532]
ad-name: ΦΙΛΙΠΠΟΣ ΙΩΑΝΝΙΔΗΣ [1481, 1931, 1557, 1961]
ad-line: 72 ὁδὸς Αἰόλου 72 [707, 913, 811, 926]
ad-subtitle: ΤΕΧΝΙΤΑΙ ΚΑΙ ΚΑΤΑΝΑΛΩΤΑΙ [1212, 813, 1402, 828]
ad-title: MALADIES [1466, 784, 1572, 804]
masthead [80, 10, 1520, 41]
table-row: Ἐπὶ Ἀγγλίας 40.35 40.65 [84, 428, 342, 439]
ad-title: IL RICAMO [1464, 1077, 1574, 1097]
